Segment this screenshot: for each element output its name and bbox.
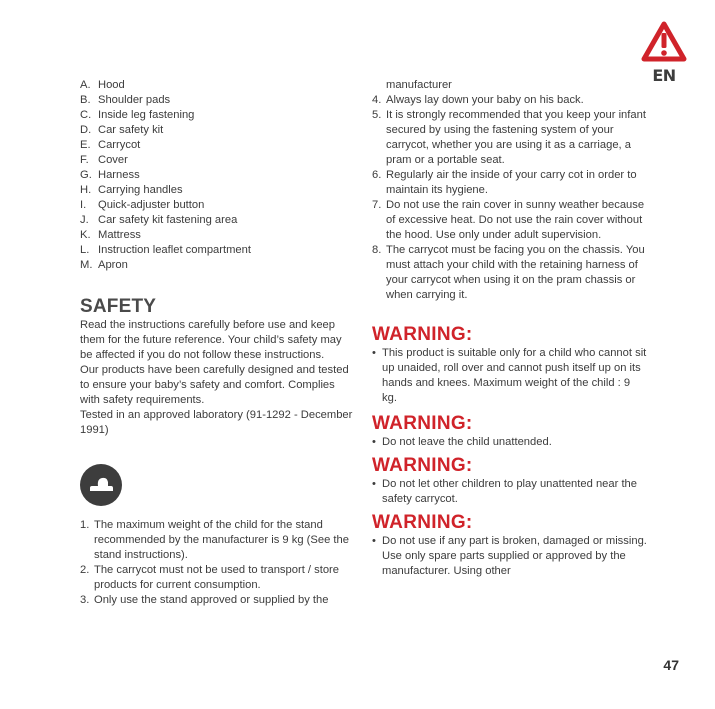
warning-triangle-icon xyxy=(640,19,688,67)
list-item: 5. It is strongly recommended that you keep your infant secured by using the fastening system of your carrycot, whether you are using it as a carriage, a pram or a portable seat. xyxy=(372,109,646,166)
list-item: 6. Regularly air the inside of your carry cot in order to maintain its hygiene. xyxy=(372,169,637,196)
warning-text: • Do not let other children to play unattented near the safety carrycot. xyxy=(372,478,637,505)
list-item: L. Instruction leaflet compartment xyxy=(80,244,251,256)
rule-continuation: manufacturer xyxy=(386,79,452,91)
list-item: I. Quick-adjuster button xyxy=(80,199,205,211)
language-badge xyxy=(640,17,688,87)
list-item: M. Apron xyxy=(80,259,128,271)
safety-design: Our products have been carefully designed and tested to ensure your baby’s safety and comfort. Complies with safety requirements. xyxy=(80,364,349,406)
right-column xyxy=(372,78,647,579)
warning-text: • Do not leave the child unattended. xyxy=(372,436,552,448)
list-item: F. Cover xyxy=(80,154,128,166)
parts-list xyxy=(80,78,355,273)
left-column xyxy=(80,78,355,608)
list-item: D. Car safety kit xyxy=(80,124,164,136)
list-item: C. Inside leg fastening xyxy=(80,109,195,121)
safety-intro: Read the instructions carefully before use and keep them for the future reference. Your child’s safety may be affected if you do not follow these instructions. xyxy=(80,319,342,361)
list-item: 3. Only use the stand approved or supplied by the xyxy=(80,594,329,606)
language-code: EN xyxy=(652,66,676,85)
warning-heading: WARNING: xyxy=(372,324,473,345)
list-item: 7. Do not use the rain cover in sunny weather because of excessive heat. Do not use the rain cover without the hood. Use only under adult supervision. xyxy=(372,199,645,241)
rules-list-left xyxy=(80,518,355,608)
list-item: A. Hood xyxy=(80,79,125,91)
list-item: B. Shoulder pads xyxy=(80,94,171,106)
list-item: 2. The carrycot must not be used to transport / store products for current consumption. xyxy=(80,564,339,591)
warning-heading: WARNING: xyxy=(372,455,473,476)
wrench-icon xyxy=(80,464,122,506)
list-item: 1. The maximum weight of the child for the stand recommended by the manufacturer is 9 kg (See the stand instructions). xyxy=(80,519,349,561)
list-item: G. Harness xyxy=(80,169,140,181)
warning-heading: WARNING: xyxy=(372,413,473,434)
warning-text: • This product is suitable only for a child who cannot sit up unaided, roll over and cannot push itself up on its hands and knees. Maximum weight of the child : 9 kg. xyxy=(372,347,647,404)
safety-tested: Tested in an approved laboratory (91-1292 - December 1991) xyxy=(80,409,353,436)
list-item: J. Car safety kit fastening area xyxy=(80,214,238,226)
list-item: 4. Always lay down your baby on his back. xyxy=(372,94,584,106)
warning-text: • Do not use if any part is broken, damaged or missing. Use only spare parts supplied or approved by the manufacturer. Using other xyxy=(372,535,647,577)
safety-heading: SAFETY xyxy=(80,296,157,317)
list-item: K. Mattress xyxy=(80,229,141,241)
rules-list-right xyxy=(372,93,647,303)
warning-heading: WARNING: xyxy=(372,512,473,533)
list-item: H. Carrying handles xyxy=(80,184,183,196)
list-item: 8. The carrycot must be facing you on the chassis. You must attach your child with the retaining harness of your carrycot when using it on the pram chassis or when carrying it. xyxy=(372,244,645,301)
list-item: E. Carrycot xyxy=(80,139,141,151)
page-number: 47 xyxy=(663,657,679,673)
